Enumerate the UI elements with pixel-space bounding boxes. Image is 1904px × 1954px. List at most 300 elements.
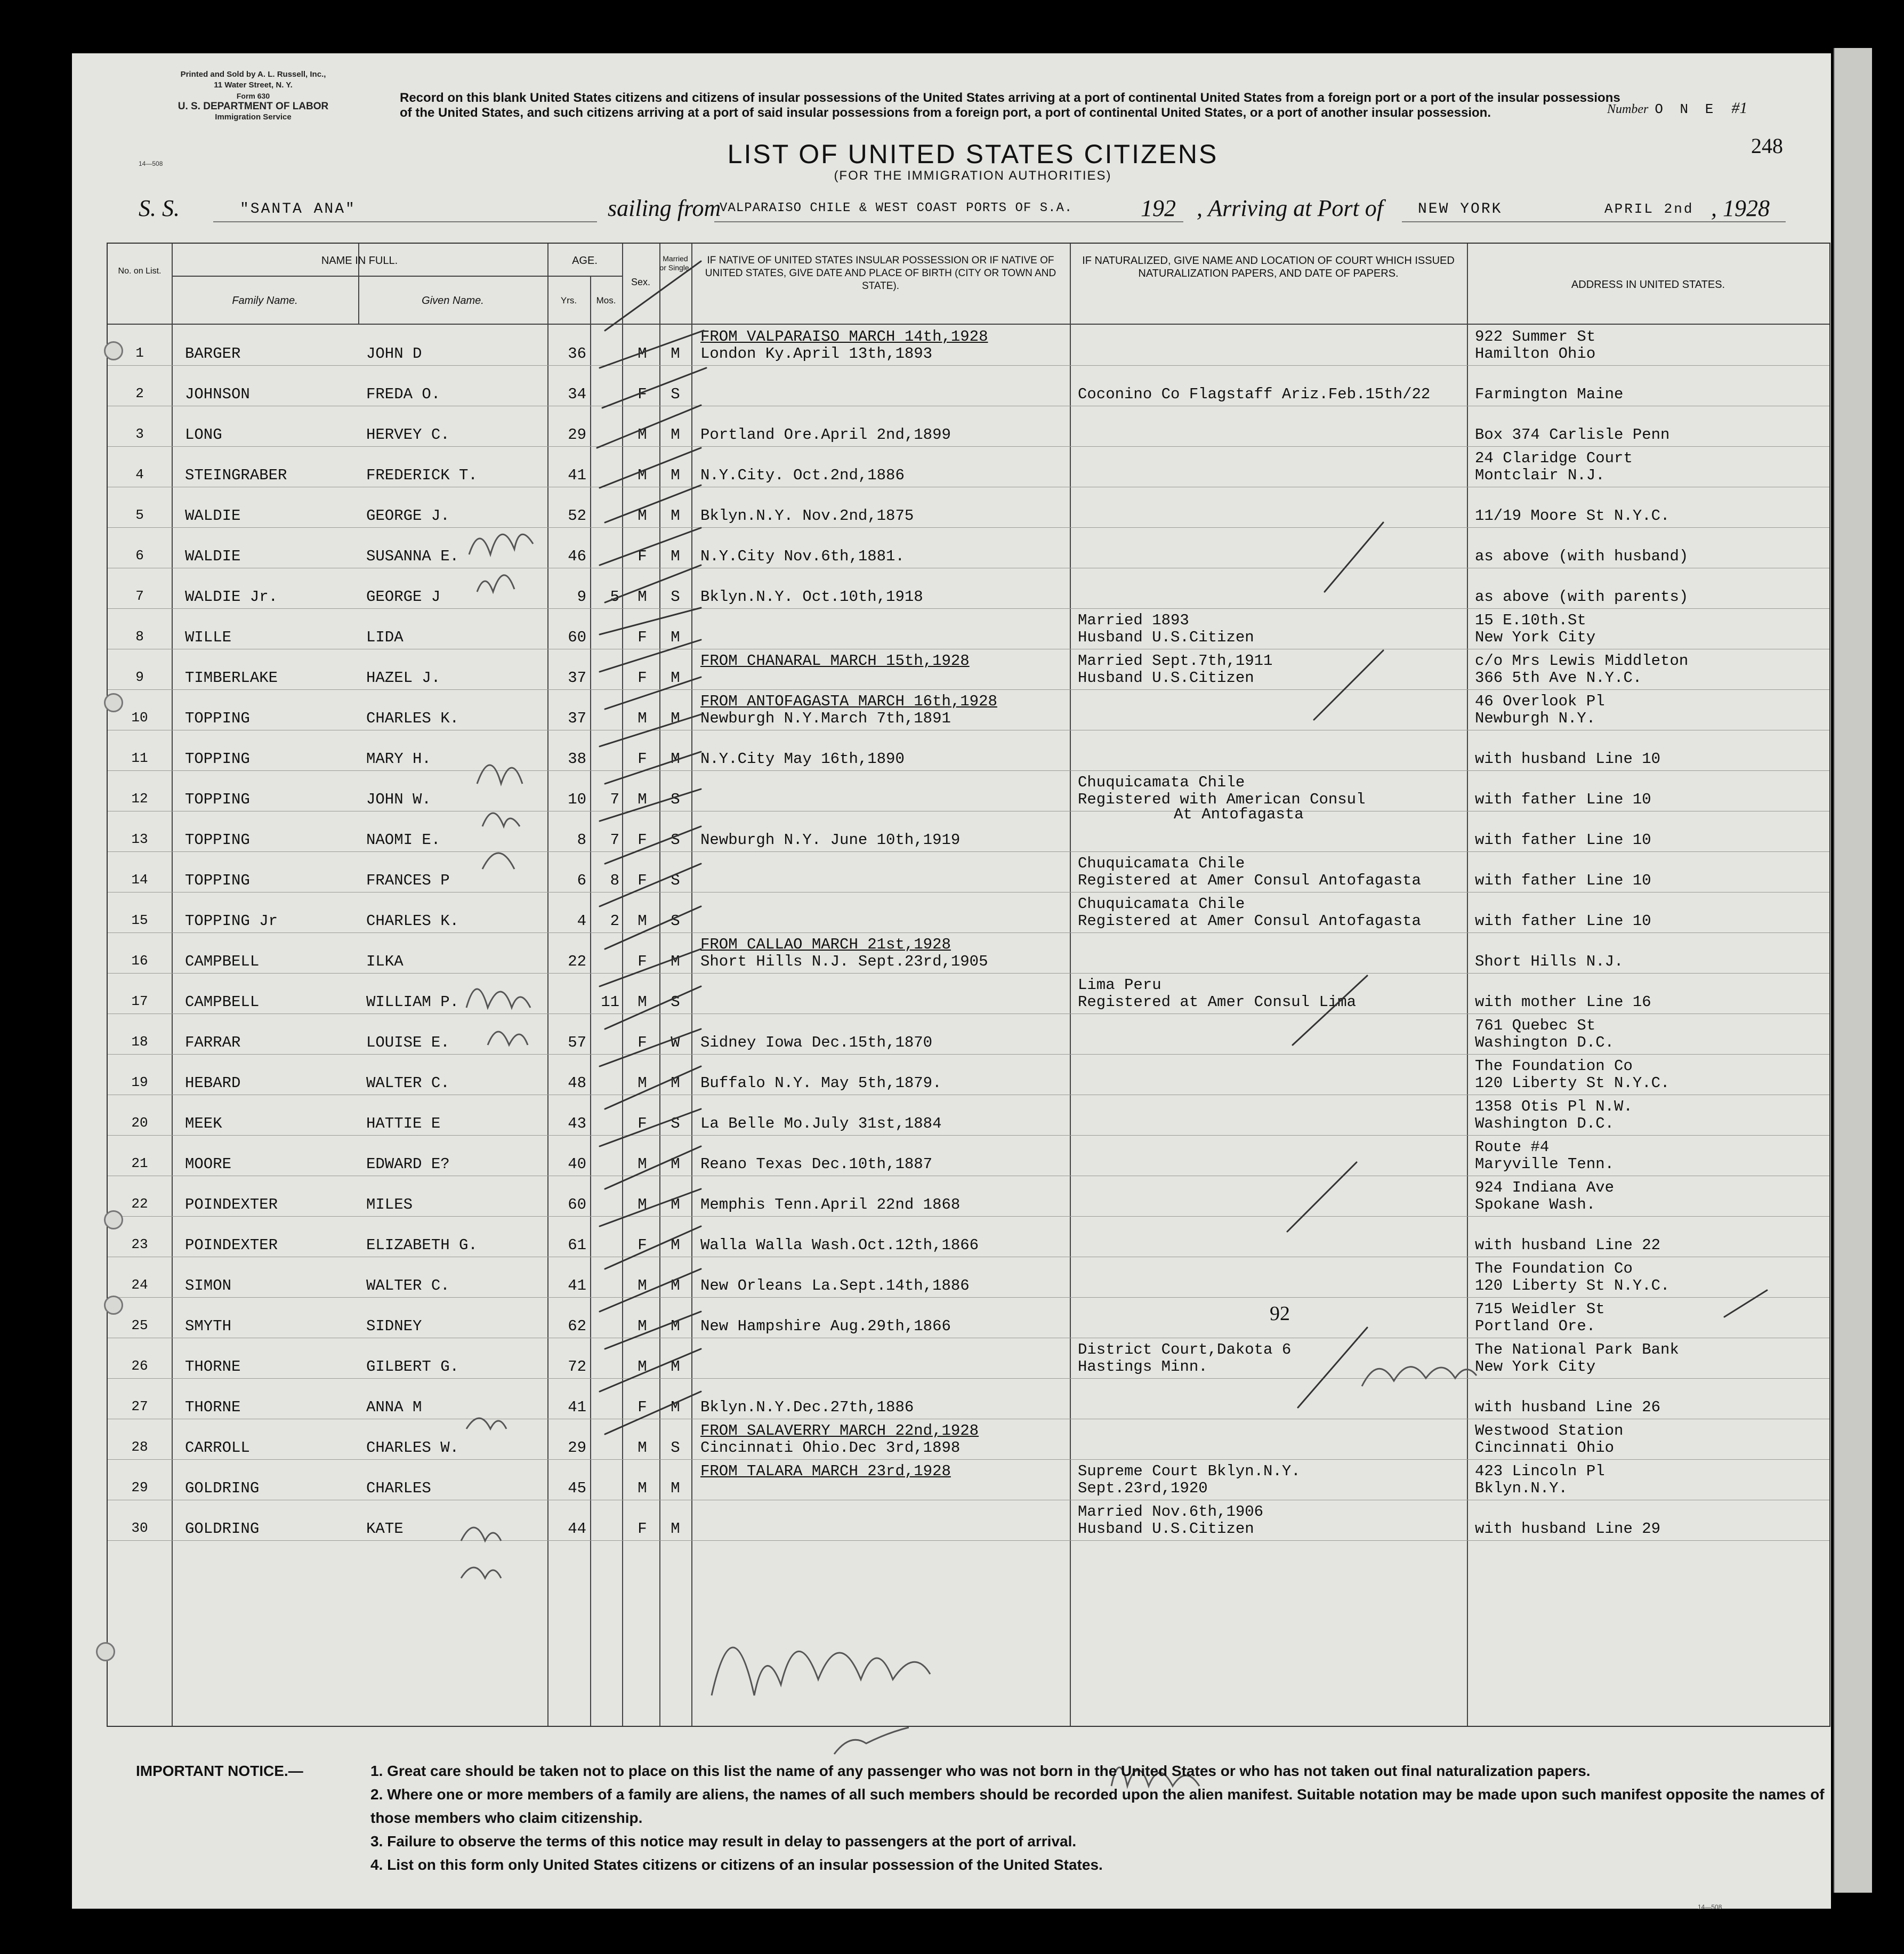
table-row — [108, 406, 1829, 447]
sex: M — [638, 1439, 647, 1457]
arrival-date: APRIL 2nd — [1604, 201, 1694, 217]
marital-status: S — [671, 1115, 680, 1132]
naturalization-line-2: Registered at Amer Consul Lima — [1078, 993, 1357, 1011]
name-header-divider — [172, 276, 622, 277]
family-name: TOPPING Jr — [185, 912, 278, 930]
marital-status: M — [671, 1196, 680, 1213]
document-subtitle: (FOR THE IMMIGRATION AUTHORITIES) — [834, 168, 1112, 183]
address-line-2: Cincinnati Ohio — [1475, 1439, 1615, 1457]
address-line-1: c/o Mrs Lewis Middleton — [1475, 652, 1689, 670]
record-instructions: Record on this blank United States citizens and citizens of insular possessions of the United States arriving at a port of continental United States from a foreign port or a port of the insular possessions of the United States, and such citizens arriving at a port of said insular possessions from a foreign port, a port of continental United States, or a port of another insular possession. — [400, 91, 1620, 120]
naturalization-line-2: Registered at Amer Consul Antofagasta — [1078, 872, 1421, 889]
col-mos: Mos. — [596, 295, 616, 305]
table-row — [108, 1257, 1829, 1298]
ss-label: S. S. — [139, 195, 180, 221]
ship-name: "SANTA ANA" — [240, 201, 356, 218]
family-name: MOORE — [185, 1155, 232, 1173]
table-row — [108, 811, 1829, 852]
number-value: O N E — [1655, 101, 1718, 117]
table-row — [108, 932, 1829, 974]
age-years: 8 — [577, 831, 586, 849]
notice-items — [370, 1759, 1842, 1877]
naturalization-line-1: Supreme Court Bklyn.N.Y. — [1078, 1462, 1301, 1480]
sex: M — [638, 1074, 647, 1092]
naturalization-line-2: Hastings Minn. — [1078, 1358, 1208, 1376]
given-name: SUSANNA E. — [366, 548, 459, 565]
age-years: 48 — [568, 1074, 586, 1092]
birth-place-date: Cincinnati Ohio.Dec 3rd,1898 — [700, 1439, 961, 1457]
row-number: 1 — [135, 345, 144, 361]
age-years: 37 — [568, 669, 586, 687]
given-name: ANNA M — [366, 1398, 422, 1416]
marital-status: S — [671, 385, 680, 403]
address-line-2: with father Line 10 — [1475, 831, 1651, 849]
notice-item: 4. List on this form only United States citizens or citizens of an insular possession of the United States. — [370, 1856, 1103, 1873]
table-row — [108, 1297, 1829, 1338]
given-name: GEORGE J. — [366, 507, 450, 525]
col-name-in-full: NAME IN FULL. — [321, 255, 398, 267]
marital-status: M — [671, 1398, 680, 1416]
family-name: WALDIE — [185, 507, 241, 525]
address-line-1: 922 Summer St — [1475, 328, 1596, 345]
age-years: 60 — [568, 629, 586, 646]
row-number: 25 — [131, 1317, 148, 1333]
given-name: JOHN D — [366, 345, 422, 363]
naturalization-line-1: Chuquicamata Chile — [1078, 855, 1245, 872]
section-heading: FROM ANTOFAGASTA MARCH 16th,1928 — [700, 693, 997, 710]
birth-place-date: Short Hills N.J. Sept.23rd,1905 — [700, 953, 988, 970]
age-months: 7 — [610, 831, 619, 849]
table-row — [108, 527, 1829, 568]
row-number: 16 — [131, 953, 148, 969]
address-line-1: 46 Overlook Pl — [1475, 693, 1605, 710]
col-naturalized: IF NATURALIZED, GIVE NAME AND LOCATION OF COURT WHICH ISSUED NATURALIZATION PAPERS, AND DATE OF PAPERS. — [1082, 255, 1455, 279]
marital-status: S — [671, 831, 680, 849]
age-years: 6 — [577, 872, 586, 889]
row-number: 17 — [131, 993, 148, 1009]
address-line-1: 423 Lincoln Pl — [1475, 1462, 1605, 1480]
address-line-1: Route #4 — [1475, 1138, 1550, 1156]
from-underline — [714, 221, 1183, 222]
birth-place-date: Sidney Iowa Dec.15th,1870 — [700, 1034, 933, 1051]
table-row — [108, 649, 1829, 690]
given-name: FREDERICK T. — [366, 467, 478, 484]
given-name: CHARLES K. — [366, 710, 459, 727]
row-number: 2 — [135, 385, 144, 401]
sex: M — [638, 993, 647, 1011]
marital-status: M — [671, 345, 680, 363]
given-name: CHARLES — [366, 1479, 431, 1497]
marital-status: S — [671, 791, 680, 808]
age-years: 72 — [568, 1358, 586, 1376]
col-no: No. on List. — [118, 267, 162, 276]
age-months: 7 — [610, 791, 619, 808]
age-years: 41 — [568, 467, 586, 484]
address-line-2: with husband Line 10 — [1475, 750, 1661, 768]
document-title: LIST OF UNITED STATES CITIZENS — [727, 139, 1219, 169]
address-line-2: Bklyn.N.Y. — [1475, 1479, 1568, 1497]
given-name: KATE — [366, 1520, 404, 1538]
address-line-2: Newburgh N.Y. — [1475, 710, 1596, 727]
sex: M — [638, 791, 647, 808]
birth-place-date: Newburgh N.Y. June 10th,1919 — [700, 831, 961, 849]
address-line-2: Washington D.C. — [1475, 1115, 1615, 1132]
address-line-2: Washington D.C. — [1475, 1034, 1615, 1051]
address-line-2: New York City — [1475, 629, 1596, 646]
notice-item: 2. Where one or more members of a family are aliens, the names of all such members should be recorded upon the alien manifest. Suitable notation may be made upon such manifest opposite the names of those members who claim citizenship. — [370, 1786, 1825, 1826]
underlying-page-edge — [1834, 48, 1872, 1893]
address-line-1: Westwood Station — [1475, 1422, 1624, 1440]
sex: F — [638, 1520, 647, 1538]
sex: M — [638, 345, 647, 363]
service-name: Immigration Service — [215, 112, 292, 122]
family-name: GOLDRING — [185, 1479, 260, 1497]
age-years: 45 — [568, 1479, 586, 1497]
sex: F — [638, 669, 647, 687]
family-name: STEINGRABER — [185, 467, 287, 484]
punch-hole — [104, 1210, 123, 1229]
address-line-2: with husband Line 26 — [1475, 1398, 1661, 1416]
address-line-1: 1358 Otis Pl N.W. — [1475, 1098, 1633, 1115]
birth-place-date: Reano Texas Dec.10th,1887 — [700, 1155, 933, 1173]
age-years: 61 — [568, 1236, 586, 1254]
punch-hole — [104, 693, 123, 712]
family-name: TOPPING — [185, 872, 250, 889]
birth-place-date: Bklyn.N.Y. Nov.2nd,1875 — [700, 507, 914, 525]
age-years: 41 — [568, 1277, 586, 1294]
naturalization-line-2: Husband U.S.Citizen — [1078, 1520, 1254, 1538]
section-heading: FROM VALPARAISO MARCH 14th,1928 — [700, 328, 988, 345]
address-line-2: New York City — [1475, 1358, 1596, 1376]
col-age: AGE. — [572, 255, 598, 267]
voyage-line — [139, 195, 1791, 227]
birth-place-date: London Ky.April 13th,1893 — [700, 345, 933, 363]
row-number: 7 — [135, 588, 144, 604]
given-name: MILES — [366, 1196, 413, 1213]
table-row — [108, 1338, 1829, 1379]
address-line-1: The Foundation Co — [1475, 1260, 1633, 1277]
col-family: Family Name. — [232, 295, 298, 307]
row-number: 4 — [135, 467, 144, 483]
address-line-2: with father Line 10 — [1475, 791, 1651, 808]
marital-status: S — [671, 588, 680, 606]
address-line-2: Montclair N.J. — [1475, 467, 1605, 484]
family-name: HEBARD — [185, 1074, 241, 1092]
marital-status: M — [671, 1074, 680, 1092]
row-number: 13 — [131, 831, 148, 847]
col-sex: Sex. — [631, 277, 651, 287]
family-name: TOPPING — [185, 750, 250, 768]
stamp-number: 92 — [1270, 1302, 1290, 1325]
sex: F — [638, 831, 647, 849]
sex: M — [638, 1196, 647, 1213]
department-name: U. S. DEPARTMENT OF LABOR — [178, 101, 329, 112]
family-name: BARGER — [185, 345, 241, 363]
given-name: MARY H. — [366, 750, 431, 768]
departure-port: VALPARAISO CHILE & WEST COAST PORTS OF S.A. — [720, 201, 1073, 215]
address-line-2: as above (with husband) — [1475, 548, 1689, 565]
age-years: 4 — [577, 912, 586, 930]
age-years: 52 — [568, 507, 586, 525]
family-name: LONG — [185, 426, 222, 444]
age-years: 43 — [568, 1115, 586, 1132]
birth-place-date: Memphis Tenn.April 22nd 1868 — [700, 1196, 961, 1213]
birth-place-date: New Hampshire Aug.29th,1866 — [700, 1317, 951, 1335]
age-years: 29 — [568, 426, 586, 444]
address-line-1: 761 Quebec St — [1475, 1017, 1596, 1034]
marital-status: S — [671, 912, 680, 930]
given-name: GILBERT G. — [366, 1358, 459, 1376]
section-heading: FROM CHANARAL MARCH 15th,1928 — [700, 652, 970, 670]
family-name: WALDIE Jr. — [185, 588, 278, 606]
address-line-2: Portland Ore. — [1475, 1317, 1596, 1335]
naturalization-line-2: Coconino Co Flagstaff Ariz.Feb.15th/22 — [1078, 385, 1431, 403]
birth-place-date: La Belle Mo.July 31st,1884 — [700, 1115, 942, 1132]
table-row — [108, 446, 1829, 487]
given-name: ELIZABETH G. — [366, 1236, 478, 1254]
family-name: THORNE — [185, 1358, 241, 1376]
marital-status: W — [671, 1034, 680, 1051]
given-name: SIDNEY — [366, 1317, 422, 1335]
sex: M — [638, 710, 647, 727]
address-line-2: as above (with parents) — [1475, 588, 1689, 606]
table-row — [108, 1014, 1829, 1055]
marital-status: M — [671, 750, 680, 768]
naturalization-line-1: Chuquicamata Chile — [1078, 774, 1245, 791]
sex: M — [638, 1155, 647, 1173]
section-heading: FROM CALLAO MARCH 21st,1928 — [700, 936, 951, 953]
row-number: 20 — [131, 1115, 148, 1131]
number-hash: #1 — [1731, 99, 1748, 117]
sex: M — [638, 1479, 647, 1497]
marital-status: M — [671, 1479, 680, 1497]
address-line-1: The Foundation Co — [1475, 1057, 1633, 1075]
sex: F — [638, 1398, 647, 1416]
table-row — [108, 1054, 1829, 1095]
address-line-2: Hamilton Ohio — [1475, 345, 1596, 363]
family-name: CAMPBELL — [185, 953, 260, 970]
birth-place-date: Bklyn.N.Y. Oct.10th,1918 — [700, 588, 923, 606]
age-years: 9 — [577, 588, 586, 606]
marital-status: M — [671, 1277, 680, 1294]
family-name: CAMPBELL — [185, 993, 260, 1011]
col-birth: IF NATIVE OF UNITED STATES INSULAR POSSESSION OR IF NATIVE OF UNITED STATES, GIVE DATE AND PLACE OF BIRTH (CITY OR TOWN AND STATE). — [705, 255, 1056, 292]
notice-lead: IMPORTANT NOTICE.— — [136, 1763, 303, 1779]
given-name: FRANCES P — [366, 872, 450, 889]
table-row — [108, 689, 1829, 730]
family-name: CARROLL — [185, 1439, 250, 1457]
given-name: HERVEY C. — [366, 426, 450, 444]
age-years: 57 — [568, 1034, 586, 1051]
age-years: 38 — [568, 750, 586, 768]
naturalization-line-2: Sept.23rd,1920 — [1078, 1479, 1208, 1497]
naturalization-line-2: Husband U.S.Citizen — [1078, 669, 1254, 687]
age-months: 8 — [610, 872, 619, 889]
address-line-2: Farmington Maine — [1475, 385, 1624, 403]
marital-status: S — [671, 1439, 680, 1457]
birth-place-date: Walla Walla Wash.Oct.12th,1866 — [700, 1236, 979, 1254]
birth-place-date: Portland Ore.April 2nd,1899 — [700, 426, 951, 444]
table-row — [108, 973, 1829, 1014]
naturalization-line-2: Husband U.S.Citizen — [1078, 629, 1254, 646]
section-heading: FROM SALAVERRY MARCH 22nd,1928 — [700, 1422, 979, 1440]
row-number: 29 — [131, 1479, 148, 1495]
sex: F — [638, 1034, 647, 1051]
naturalization-line-1: Chuquicamata Chile — [1078, 895, 1245, 913]
printer-line-1: Printed and Sold by A. L. Russell, Inc., — [180, 70, 326, 79]
naturalization-line-2: Registered at Amer Consul Antofagasta — [1078, 912, 1421, 930]
form-code: 14—508 — [139, 160, 163, 167]
given-name: ILKA — [366, 953, 404, 970]
family-name: GOLDRING — [185, 1520, 260, 1538]
year-prefix-1: 192 — [1141, 195, 1176, 221]
address-line-1: 24 Claridge Court — [1475, 449, 1633, 467]
table-row — [108, 1500, 1829, 1541]
birth-place-date: N.Y.City May 16th,1890 — [700, 750, 905, 768]
table-row — [108, 770, 1829, 823]
address-line-1: The National Park Bank — [1475, 1341, 1679, 1358]
birth-place-date: Newburgh N.Y.March 7th,1891 — [700, 710, 951, 727]
age-months: 11 — [601, 993, 619, 1011]
marital-status: M — [671, 1236, 680, 1254]
birth-place-date: N.Y.City Nov.6th,1881. — [700, 548, 905, 565]
birth-place-date: New Orleans La.Sept.14th,1886 — [700, 1277, 970, 1294]
manifest-table — [107, 243, 1830, 1727]
family-name: TOPPING — [185, 791, 250, 808]
form-number: Form 630 — [236, 92, 270, 100]
marital-status: M — [671, 953, 680, 970]
family-name: SMYTH — [185, 1317, 232, 1335]
naturalization-line-1: District Court,Dakota 6 — [1078, 1341, 1292, 1358]
age-years: 37 — [568, 710, 586, 727]
marital-status: S — [671, 993, 680, 1011]
row-number: 26 — [131, 1358, 148, 1374]
table-row — [108, 1135, 1829, 1176]
row-number: 6 — [135, 548, 144, 564]
arriving-label: , Arriving at Port of — [1197, 195, 1383, 221]
row-number: 8 — [135, 629, 144, 645]
address-line-2: Maryville Tenn. — [1475, 1155, 1615, 1173]
family-name: TIMBERLAKE — [185, 669, 278, 687]
table-row — [108, 1216, 1829, 1257]
table-row — [108, 1419, 1829, 1460]
naturalization-line-2: Registered with American Consul — [1078, 791, 1366, 808]
address-line-2: with father Line 10 — [1475, 872, 1651, 889]
age-years: 41 — [568, 1398, 586, 1416]
row-number: 30 — [131, 1520, 148, 1536]
table-row — [108, 487, 1829, 528]
sex: M — [638, 1317, 647, 1335]
given-name: LIDA — [366, 629, 404, 646]
family-name: TOPPING — [185, 710, 250, 727]
table-row — [108, 1176, 1829, 1217]
table-row — [108, 568, 1829, 609]
age-years: 36 — [568, 345, 586, 363]
age-years: 34 — [568, 385, 586, 403]
family-name: THORNE — [185, 1398, 241, 1416]
row-number: 22 — [131, 1196, 148, 1212]
marital-status: M — [671, 507, 680, 525]
given-name: HAZEL J. — [366, 669, 441, 687]
footer-code: 14—508 — [1698, 1903, 1722, 1911]
row-number: 23 — [131, 1236, 148, 1252]
marital-status: M — [671, 1520, 680, 1538]
row-number: 21 — [131, 1155, 148, 1171]
birth-place-date: Bklyn.N.Y.Dec.27th,1886 — [700, 1398, 914, 1416]
table-row — [108, 730, 1829, 771]
naturalization-line-1: Married 1893 — [1078, 612, 1189, 629]
marital-status: S — [671, 872, 680, 889]
family-name: SIMON — [185, 1277, 232, 1294]
table-row — [108, 892, 1829, 933]
table-row — [108, 1378, 1829, 1419]
family-name: TOPPING — [185, 831, 250, 849]
given-name: HATTIE E — [366, 1115, 441, 1132]
marital-status: M — [671, 629, 680, 646]
age-months: 2 — [610, 912, 619, 930]
given-name: LOUISE E. — [366, 1034, 450, 1051]
given-name: JOHN W. — [366, 791, 431, 808]
sex: M — [638, 588, 647, 606]
sex: F — [638, 750, 647, 768]
family-name: MEEK — [185, 1115, 222, 1132]
given-name: WALTER C. — [366, 1277, 450, 1294]
manifest-rows — [108, 325, 1829, 1726]
address-line-2: 120 Liberty St N.Y.C. — [1475, 1277, 1670, 1294]
given-name: WALTER C. — [366, 1074, 450, 1092]
age-years: 44 — [568, 1520, 586, 1538]
sex: F — [638, 1236, 647, 1254]
printer-block — [104, 69, 402, 123]
sex: F — [638, 385, 647, 403]
address-line-1: 15 E.10th.St — [1475, 612, 1586, 629]
row-number: 14 — [131, 872, 148, 888]
sex: M — [638, 912, 647, 930]
table-row — [108, 851, 1829, 892]
manifest-page — [72, 53, 1831, 1909]
birth-place-date: N.Y.City. Oct.2nd,1886 — [700, 467, 905, 484]
sailing-label: sailing from — [608, 195, 721, 221]
marital-status: M — [671, 548, 680, 565]
row-number: 19 — [131, 1074, 148, 1090]
page-number: 248 — [1751, 134, 1783, 158]
age-years: 22 — [568, 953, 586, 970]
row-number: 11 — [131, 750, 148, 766]
age-years: 46 — [568, 548, 586, 565]
address-line-2: with mother Line 16 — [1475, 993, 1651, 1011]
sex: F — [638, 629, 647, 646]
age-years: 60 — [568, 1196, 586, 1213]
address-line-1: 715 Weidler St — [1475, 1300, 1605, 1318]
notice-item: 3. Failure to observe the terms of this notice may result in delay to passengers at the port of arrival. — [370, 1833, 1077, 1850]
address-line-2: 366 5th Ave N.Y.C. — [1475, 669, 1642, 687]
number-label: Number — [1607, 102, 1649, 116]
marital-status: M — [671, 467, 680, 484]
sex: M — [638, 467, 647, 484]
marital-status: M — [671, 426, 680, 444]
sex: F — [638, 548, 647, 565]
sex: M — [638, 1277, 647, 1294]
arrival-port: NEW YORK — [1418, 201, 1503, 218]
age-years: 10 — [568, 791, 586, 808]
row-number: 5 — [135, 507, 144, 523]
family-name: WALDIE — [185, 548, 241, 565]
table-row — [108, 1459, 1829, 1500]
row-number: 10 — [131, 710, 148, 726]
sex: M — [638, 507, 647, 525]
age-months: 5 — [610, 588, 619, 606]
punch-hole — [104, 341, 123, 360]
